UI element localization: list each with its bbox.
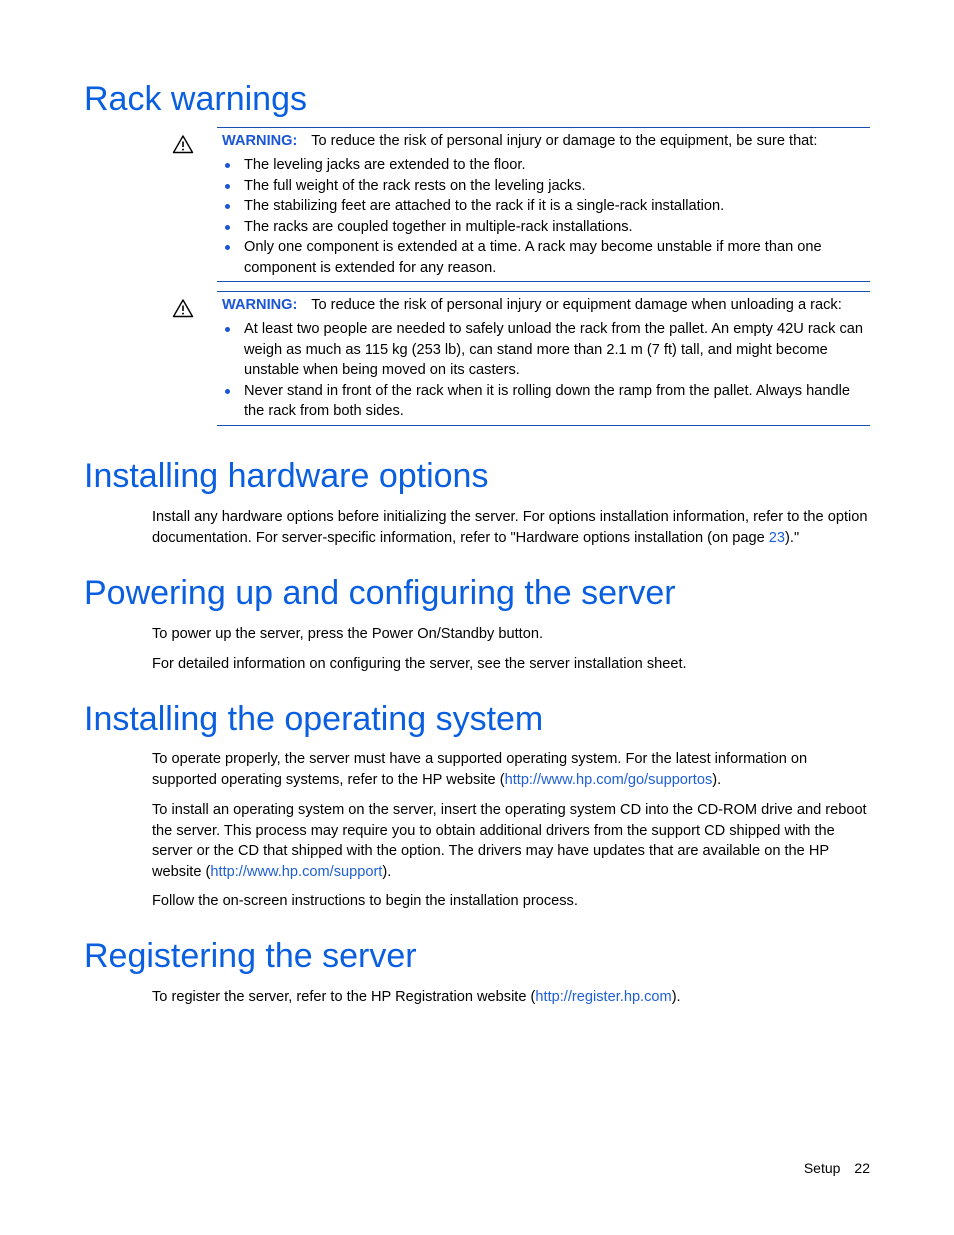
warning-label: WARNING: [222, 133, 298, 149]
section-title-rack-warnings: Rack warnings [84, 80, 307, 118]
register-paragraph [152, 987, 872, 1008]
os-install-paragraph [152, 800, 872, 882]
page-link[interactable]: 23 [768, 529, 786, 546]
paragraph-text: To install an operating system on the server, insert the operating system CD into the CD-ROM drive and reboot the server. This process may require you to obtain additional drivers from the support CD shipped with the server or the CD that shipped with the option. The drivers may have updates that are available on the HP website ( [152, 802, 867, 880]
page-number: 22 [854, 1160, 870, 1176]
section-title-powering-up: Powering up and configuring the server [84, 574, 676, 612]
warning-triangle-icon [172, 298, 194, 318]
paragraph-text: To register the server, refer to the HP Registration website ( [152, 989, 536, 1005]
warning-bottom-rule [217, 425, 870, 426]
list-item: At least two people are needed to safely unload the rack from the pallet. An empty 42U rack can weigh as much as 115 kg (253 lb), can stand more than 2.1 m (7 ft) tall, and might become unstable when being moved on its casters. [222, 319, 872, 381]
warning-intro [222, 131, 872, 152]
footer-section-name: Setup [803, 1160, 841, 1176]
section-title-hardware-options: Installing hardware options [84, 457, 489, 495]
list-item: The stabilizing feet are attached to the rack if it is a single-rack installation. [222, 196, 872, 217]
warning-top-rule [217, 291, 870, 292]
paragraph-text: To operate properly, the server must have a supported operating system. For the latest information on supported operating systems, refer to the HP website ( [152, 751, 808, 788]
warning-triangle-icon [172, 134, 194, 154]
hardware-options-paragraph [152, 507, 872, 548]
warning-intro [222, 295, 872, 316]
page-footer [804, 1158, 870, 1178]
warning-bottom-rule [217, 281, 870, 282]
warning-label: WARNING: [222, 297, 298, 313]
section-title-operating-system: Installing the operating system [84, 700, 544, 738]
support-link[interactable]: http://www.hp.com/support [210, 863, 383, 880]
list-item: The full weight of the rack rests on the leveling jacks. [222, 176, 872, 197]
list-item: The racks are coupled together in multiple-rack installations. [222, 217, 872, 238]
list-item: Only one component is extended at a time. A rack may become unstable if more than one component is extended for any reason. [222, 237, 872, 278]
section-title-registering: Registering the server [84, 937, 417, 975]
warning-intro-text: To reduce the risk of personal injury or damage to the equipment, be sure that: [311, 133, 818, 149]
paragraph-text: )." [785, 529, 800, 546]
configuring-paragraph: For detailed information on configuring the server, see the server installation sheet. [152, 656, 687, 672]
os-instructions-paragraph: Follow the on-screen instructions to begin the installation process. [152, 893, 578, 909]
warning-intro-text: To reduce the risk of personal injury or equipment damage when unloading a rack: [311, 297, 842, 313]
warning-top-rule [217, 127, 870, 128]
warning-bullet-list [222, 319, 872, 422]
register-link[interactable]: http://register.hp.com [535, 989, 672, 1005]
paragraph-text: Install any hardware options before initializing the server. For options installation information, refer to the option documentation. For server-specific information, refer to "Hardware options installation (on page [152, 509, 868, 546]
os-support-paragraph [152, 749, 872, 790]
list-item: The leveling jacks are extended to the floor. [222, 155, 872, 176]
powering-up-paragraph: To power up the server, press the Power On/Standby button. [152, 626, 544, 642]
warning-bullet-list [222, 155, 872, 279]
paragraph-text: ). [382, 863, 392, 880]
paragraph-text: ). [712, 771, 722, 788]
list-item: Never stand in front of the rack when it is rolling down the ramp from the pallet. Always handle the rack from both sides. [222, 381, 872, 422]
supportos-link[interactable]: http://www.hp.com/go/supportos [504, 771, 713, 788]
paragraph-text: ). [671, 989, 681, 1005]
